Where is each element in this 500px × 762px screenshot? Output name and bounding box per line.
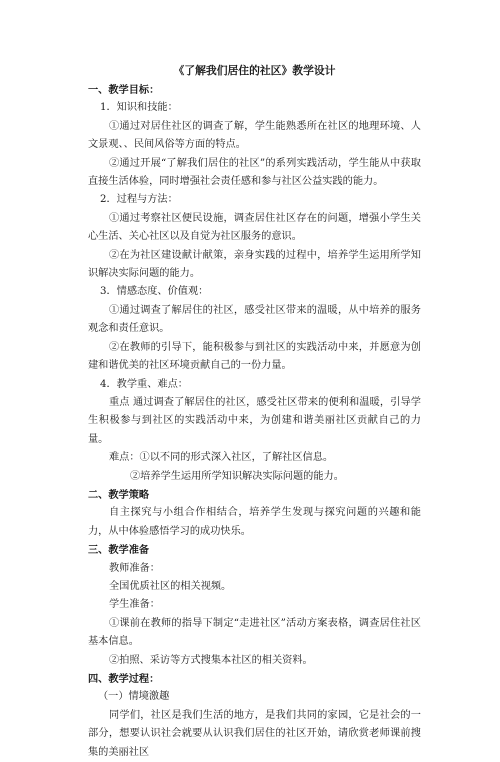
process-methods-title: 2．过程与方法： [100, 194, 178, 206]
knowledge-skills-title: 1．知识和技能： [100, 102, 178, 114]
focus-difficulty-title: 4．教学重、难点： [100, 378, 188, 390]
teaching-strategy-text: 自主探究与小组合作相结合，培养学生发现与探究问题的兴趣和能力，从中体验感悟学习的成功快乐。 [88, 507, 421, 537]
teacher-prep-text: 全国优质社区的相关视频。 [109, 580, 232, 592]
section-teaching-process-heading: 四、教学过程： [88, 673, 160, 685]
focus-key-point [88, 394, 421, 449]
section-teaching-prep-heading: 三、教学准备 [88, 544, 150, 557]
section-teaching-strategy-heading: 二、教学策略 [88, 488, 150, 501]
student-prep-label: 学生准备： [109, 599, 160, 611]
key-point-label: 重点 [109, 396, 130, 408]
knowledge-skills-item-2: ②通过开展“了解我们居住的社区”的系列实践活动，学生能从中获取直接生活体验，同时增强社会责任感和参与社区公益实践的能力。 [88, 157, 421, 188]
knowledge-skills-item-1: ①通过对居住社区的调查了解，学生能熟悉所在社区的地理环境、人文景观、、民间风俗等方面的特点。 [88, 120, 421, 151]
key-point-text: 通过调查了解居住的社区，感受社区带来的便利和温暖，引导学生积极参与到社区的实践活动中来，为创建和谐美丽社区贡献自己的力量。 [88, 396, 421, 445]
document-title: 《了解我们居住的社区》教学设计 [173, 64, 336, 77]
student-prep-item-1: ①课前在教师的指导下制定“走进社区”活动方案表格，调查居住社区基本信息。 [88, 617, 421, 648]
teacher-prep-label: 教师准备： [109, 562, 160, 574]
emotion-values-item-2: ②在教师的引导下，能积极参与到社区的实践活动中来，并愿意为创建和谐优美的社区环境贡献自己的一份力量。 [88, 341, 421, 372]
situation-intro-text: 同学们，社区是我们生活的地方，是我们共同的家园，它是社会的一部分，想要认识社会就要从认识我们居住的社区开始，请欣赏老师课前搜集的美丽社区 [88, 709, 421, 758]
document-body [88, 62, 421, 762]
process-methods-item-1: ①通过考察社区便民设施，调查居住社区存在的问题，增强小学生关心生活、关心社区以及自觉为社区服务的意识。 [88, 212, 421, 243]
situation-intro-title: （一）情境激趣 [98, 691, 170, 703]
process-methods-item-2: ②在为社区建设献计献策，亲身实践的过程中，培养学生运用所学知识解决实际问题的能力。 [88, 249, 421, 280]
difficulty-item-1: 难点：①以不同的形式深入社区，了解社区信息。 [109, 452, 334, 464]
difficulty-item-2: ②培养学生运用所学知识解决实际问题的能力。 [130, 470, 344, 482]
emotion-values-title: 3．情感态度、价值观： [100, 286, 209, 298]
section-teaching-goals-heading: 一、教学目标： [88, 84, 160, 96]
student-prep-item-2: ②拍照、采访等方式搜集本社区的相关资料。 [109, 654, 313, 666]
emotion-values-item-1: ①通过调查了解居住的社区，感受社区带来的温暖，从中培养的服务观念和责任意识。 [88, 304, 421, 335]
